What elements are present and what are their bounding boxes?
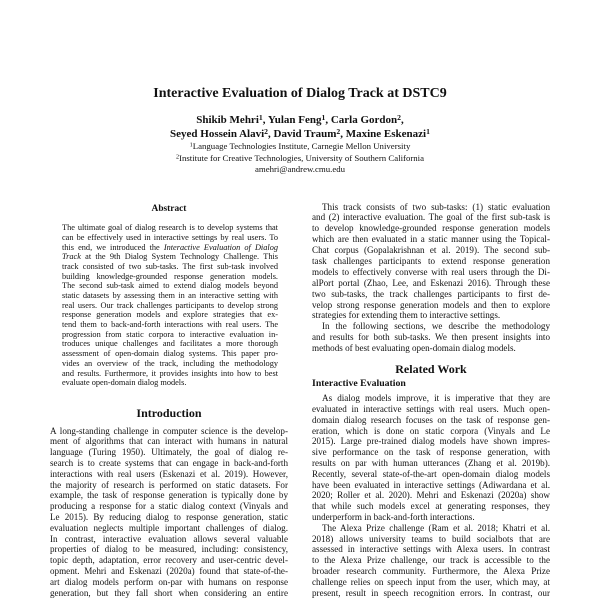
intro-line: A long-standing challenge in computer science is the develop- bbox=[50, 425, 288, 436]
introduction-text bbox=[50, 426, 288, 599]
author-name: Maxine Eskenazi bbox=[345, 128, 427, 140]
intro-line: evaluation neglects multiple important challenges of dialog. bbox=[50, 522, 288, 533]
intro-line: search is to create systems that can engage in back-and-forth bbox=[50, 457, 288, 468]
related-work-line: underperform in back-and-forth interactions. bbox=[312, 511, 475, 522]
affiliation-mark: 1 bbox=[321, 112, 326, 122]
affiliation-mark: 1 bbox=[426, 126, 430, 136]
intro-line: properties of dialog to be measured, including: consistency, bbox=[50, 544, 288, 555]
intro-line: interactions with real users (Eskenazi et al. 2019). However, bbox=[50, 468, 288, 479]
author-line bbox=[0, 113, 600, 127]
abstract-line: The ultimate goal of dialog research is to develop systems that bbox=[62, 223, 278, 233]
abstract-line: progression from static corpora to interactive evaluation in- bbox=[62, 329, 278, 339]
related-work-text bbox=[312, 393, 550, 598]
abstract-line: vides an overview of the track, including the methodology bbox=[62, 358, 278, 368]
author-line bbox=[0, 127, 600, 141]
intro-line: language (Turing 1950). Ultimately, the goal of dialog re- bbox=[50, 447, 288, 458]
abstract-line-text: at the 9th Dialog System Technology Challenge. This bbox=[80, 252, 278, 262]
abstract-line: building knowledge-grounded response generation models. bbox=[62, 271, 278, 281]
related-work-line: present, result in speech recognition errors. In contrast, our bbox=[312, 587, 550, 598]
related-work-line: As dialog models improve, it is imperative that they are bbox=[322, 393, 550, 404]
affiliation-mark: 1 bbox=[189, 142, 193, 149]
intro-line: example, the task of response generation is typically done by bbox=[50, 490, 288, 501]
track-name-italic: Interactive Evaluation of Dialog bbox=[163, 242, 278, 252]
related-work-line: results on par with human utterances (Zhang et al. 2019b). bbox=[312, 457, 550, 468]
intro-line: In contrast, interactive evaluation allows several valuable bbox=[50, 533, 288, 544]
intro-line: and (2) interactive evaluation. The goal of the first sub-task is bbox=[312, 212, 550, 223]
author-name: Yulan Feng bbox=[267, 114, 322, 126]
related-work-line: that while such models excel at generating responses, they bbox=[312, 501, 550, 512]
abstract-line: static datasets by assessing them in an interactive setting with bbox=[62, 291, 278, 300]
intro-line: the majority of research is performed on static datasets. For bbox=[50, 479, 288, 490]
intro-line: producing a response for a static dialog context (Vinyals and bbox=[50, 501, 288, 512]
author-name: David Traum bbox=[273, 128, 337, 140]
related-work-line: Recently, several state-of-the-art open-domain dialog models bbox=[312, 468, 550, 479]
contact-email: amehri@andrew.cmu.edu bbox=[254, 164, 346, 174]
intro-line: alPort portal (Zhao, Lee, and Eskenazi 2016). Through these bbox=[312, 277, 550, 288]
abstract-line: troduces unique challenges and facilitates a more thorough bbox=[62, 339, 278, 349]
abstract-line: evaluate open-domain dialog models. bbox=[62, 378, 187, 388]
intro-line: Chat corpus (Gopalakrishnan et al. 2019). The second sub- bbox=[312, 245, 550, 256]
affiliation-line bbox=[0, 153, 600, 165]
intro-line: art dialog models perform on-par with humans on response bbox=[50, 576, 288, 587]
abstract-line bbox=[62, 252, 278, 262]
abstract-line: and results. Furthermore, it provides insights into how to best bbox=[62, 368, 278, 378]
intro-line: task challenges participants to extend response generation bbox=[312, 255, 550, 266]
related-work-line: eration, which is done on static corpora (Vinyals and Le bbox=[312, 425, 550, 436]
abstract-line: can be effectively used in interactive settings by real users. To bbox=[62, 232, 278, 242]
intro-line: topic depth, adaptation, error recovery and user-centric devel- bbox=[50, 555, 288, 566]
intro-line: and results for both sub-tasks. We then present insights into bbox=[312, 332, 550, 343]
related-work-line: 2015). Large pre-trained dialog models have shown impres- bbox=[312, 436, 550, 447]
related-work-line: The Alexa Prize challenge (Ram et al. 2018; Khatri et al. bbox=[322, 522, 550, 533]
abstract-line: tend them to back-and-forth interactions with real users. The bbox=[62, 320, 278, 330]
intro-line: In the following sections, we describe the methodology bbox=[322, 321, 550, 332]
introduction-heading: Introduction bbox=[136, 406, 202, 420]
abstract-text bbox=[62, 223, 278, 388]
author-name: Seyed Hossein Alavi bbox=[170, 128, 265, 140]
intro-line: to develop knowledge-grounded response generation models bbox=[312, 223, 550, 234]
abstract-line: The second sub-task aimed to extend dialog models beyond bbox=[62, 281, 278, 291]
author-separator: , bbox=[325, 114, 331, 126]
affiliations bbox=[0, 141, 600, 176]
intro-line: ment of algorithms that can interact with humans in natural bbox=[50, 436, 288, 447]
abstract-line bbox=[62, 243, 278, 253]
related-work-line: to the Alexa Prize challenge, our track is accessible to the bbox=[312, 555, 550, 566]
intro-line: two sub-tasks, the track challenges participants to first de- bbox=[312, 288, 550, 299]
author-name: Carla Gordon bbox=[330, 114, 398, 126]
abstract-heading: Abstract bbox=[151, 204, 187, 214]
intro-line: velop strong response generation models and then to explore bbox=[312, 299, 550, 310]
introduction-continued-text bbox=[312, 202, 550, 354]
author-name: Shikib Mehri bbox=[196, 114, 259, 126]
intro-line: which are then evaluated in a static manner using the Topical- bbox=[312, 234, 550, 245]
related-work-heading: Related Work bbox=[395, 362, 467, 376]
intro-line: Le 2015). By reducing dialog to response generation, static bbox=[50, 511, 288, 522]
related-work-line: 2020; Roller et al. 2020). Mehri and Eskenazi (2020a) show bbox=[312, 490, 550, 501]
affiliation-mark: 2 bbox=[397, 112, 402, 122]
related-work-line: have been evaluated in interactive settings (Adiwardana et al. bbox=[312, 479, 550, 490]
related-work-line: domain dialog research focuses on the task of response gen- bbox=[312, 414, 550, 425]
abstract-line: real users. Our track challenges participants to develop strong bbox=[62, 300, 278, 310]
intro-line: models to effectively converse with real users through the Di- bbox=[312, 266, 550, 277]
affiliation-line bbox=[0, 141, 600, 153]
abstract-line-text: this end, we introduced the bbox=[62, 242, 164, 252]
abstract-line: track consisted of two sub-tasks. The first sub-task involved bbox=[62, 261, 278, 271]
intro-line: strategies for extending them to interactive settings. bbox=[312, 310, 501, 321]
related-work-line: evaluated in interactive settings with real users. Much open- bbox=[312, 403, 550, 414]
affiliation-mark: 2 bbox=[175, 153, 180, 160]
author-separator: , bbox=[268, 128, 274, 140]
related-work-line: assessed in interactive settings with Alexa users. In contrast bbox=[312, 544, 550, 555]
affiliation-mark: 1 bbox=[258, 112, 263, 122]
intro-line: generation, but they fall short when considering an entire bbox=[50, 587, 288, 598]
abstract-line: response generation models and explore strategies that ex- bbox=[62, 310, 278, 320]
abstract-line: assessment of open-domain dialog systems. This paper pro- bbox=[62, 349, 278, 359]
affiliation-text: Language Technologies Institute, Carnegie Mellon University bbox=[192, 141, 411, 151]
track-name-italic: Track bbox=[62, 252, 81, 262]
intro-line: opment. Mehri and Eskenazi (2020a) found that state-of-the- bbox=[50, 565, 288, 576]
author-separator: , bbox=[401, 114, 404, 126]
author-separator: , bbox=[262, 114, 268, 126]
related-work-line: broader research community. Furthermore, the Alexa Prize bbox=[312, 565, 550, 576]
author-list bbox=[0, 113, 600, 141]
author-separator: , bbox=[340, 128, 346, 140]
intro-line: methods of best evaluating open-domain dialog models. bbox=[312, 343, 516, 354]
affiliation-text: Institute for Creative Technologies, University of Southern California bbox=[179, 152, 425, 163]
paper-title: Interactive Evaluation of Dialog Track at DSTC9 bbox=[153, 86, 447, 101]
related-work-line: challenge relies on speech input from the user, which may, at bbox=[312, 576, 550, 587]
related-work-line: sive performance on the task of response generation, with bbox=[312, 447, 550, 458]
intro-line: This track consists of two sub-tasks: (1) static evaluation bbox=[322, 201, 550, 212]
interactive-evaluation-subheading: Interactive Evaluation bbox=[312, 378, 406, 389]
related-work-line: 2018) allows university teams to build socialbots that are bbox=[312, 533, 550, 544]
affiliation-mark: 2 bbox=[336, 126, 341, 136]
affiliation-mark: 2 bbox=[264, 126, 269, 136]
